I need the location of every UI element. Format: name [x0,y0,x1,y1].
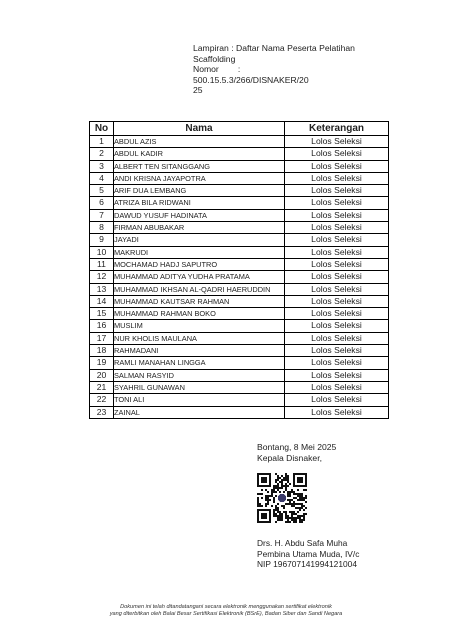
attachment-line: 25 [193,85,203,96]
table-row [90,246,389,258]
row-name: RAMLI MANAHAN LINGGA [114,357,285,369]
row-no: 9 [90,234,114,246]
row-status: Lolos Seleksi [285,148,389,160]
table-row [90,172,389,184]
row-no: 20 [90,369,114,381]
table-row [90,222,389,234]
row-name: MUSLIM [114,320,285,332]
row-no: 16 [90,320,114,332]
row-no: 11 [90,258,114,270]
row-name: MUHAMMAD RAHMAN BOKO [114,308,285,320]
header-status: Keterangan [285,122,389,136]
row-status: Lolos Seleksi [285,406,389,418]
row-no: 13 [90,283,114,295]
table-row [90,148,389,160]
row-name: ATRIZA BILA RIDWANI [114,197,285,209]
row-status: Lolos Seleksi [285,185,389,197]
row-name: MUHAMMAD KAUTSAR RAHMAN [114,295,285,307]
signer-position: Kepala Disnaker, [257,452,322,463]
table-row [90,369,389,381]
row-name: MAKRUDI [114,246,285,258]
table-row [90,332,389,344]
attachment-line: Nomor : [193,64,241,75]
row-no: 23 [90,406,114,418]
table-row [90,406,389,418]
table-body [90,136,389,419]
row-status: Lolos Seleksi [285,258,389,270]
row-status: Lolos Seleksi [285,172,389,184]
row-no: 22 [90,394,114,406]
row-status: Lolos Seleksi [285,320,389,332]
notice-line: Dokumen ini telah ditandatangani secara elektronik menggunakan sertifikat elektronik [120,604,332,610]
row-name: DAWUD YUSUF HADINATA [114,209,285,221]
table-row [90,271,389,283]
row-name: ZAINAL [114,406,285,418]
table-row [90,357,389,369]
row-status: Lolos Seleksi [285,246,389,258]
row-name: FIRMAN ABUBAKAR [114,222,285,234]
table-row [90,345,389,357]
row-name: ARIF DUA LEMBANG [114,185,285,197]
notice-line: yang diterbitkan oleh Balai Besar Sertifikasi Elektronik (BSrE), Badan Siber dan Sandi Negara [109,611,343,618]
row-name: RAHMADANI [114,345,285,357]
table-row [90,295,389,307]
table-row [90,185,389,197]
table-row [90,234,389,246]
row-no: 10 [90,246,114,258]
table-row [90,320,389,332]
table-row [90,209,389,221]
row-no: 12 [90,271,114,283]
row-name: TONI ALI [114,394,285,406]
row-no: 1 [90,136,114,148]
row-status: Lolos Seleksi [285,357,389,369]
row-no: 18 [90,345,114,357]
e-signature-notice [0,604,452,619]
row-no: 7 [90,209,114,221]
row-no: 15 [90,308,114,320]
table-row [90,283,389,295]
row-status: Lolos Seleksi [285,209,389,221]
row-no: 5 [90,185,114,197]
row-status: Lolos Seleksi [285,197,389,209]
table-header-row [90,122,389,136]
table-row [90,160,389,172]
signer-nip: NIP 196707141994121004 [257,559,357,570]
row-no: 6 [90,197,114,209]
row-name: ABDUL KADIR [114,148,285,160]
table-row [90,197,389,209]
row-name: JAYADI [114,234,285,246]
row-name: ALBERT TEN SITANGGANG [114,160,285,172]
table-row [90,394,389,406]
signer-name: Drs. H. Abdu Safa Muha [257,538,348,548]
header-no: No [90,122,114,136]
row-status: Lolos Seleksi [285,394,389,406]
row-status: Lolos Seleksi [285,295,389,307]
row-no: 21 [90,381,114,393]
row-status: Lolos Seleksi [285,369,389,381]
table-row [90,308,389,320]
row-status: Lolos Seleksi [285,234,389,246]
row-status: Lolos Seleksi [285,283,389,295]
row-status: Lolos Seleksi [285,308,389,320]
qr-code-icon [257,473,307,523]
row-no: 2 [90,148,114,160]
row-name: NUR KHOLIS MAULANA [114,332,285,344]
row-name: MOCHAMAD HADJ SAPUTRO [114,258,285,270]
attachment-header [193,43,373,96]
participant-table [89,121,389,419]
row-status: Lolos Seleksi [285,271,389,283]
row-name: ABDUL AZIS [114,136,285,148]
row-status: Lolos Seleksi [285,222,389,234]
row-status: Lolos Seleksi [285,136,389,148]
signature-block [257,442,336,463]
row-status: Lolos Seleksi [285,160,389,172]
row-name: ANDI KRISNA JAYAPOTRA [114,172,285,184]
row-no: 17 [90,332,114,344]
row-name: MUHAMMAD ADITYA YUDHA PRATAMA [114,271,285,283]
row-name: SYAHRIL GUNAWAN [114,381,285,393]
place-date: Bontang, 8 Mei 2025 [257,442,337,452]
attachment-line: 500.15.5.3/266/DISNAKER/20 [193,74,309,85]
table-row [90,136,389,148]
row-no: 19 [90,357,114,369]
header-name: Nama [114,122,285,136]
row-status: Lolos Seleksi [285,345,389,357]
table-row [90,381,389,393]
row-no: 4 [90,172,114,184]
signer-rank: Pembina Utama Muda, IV/c [257,548,360,559]
row-name: MUHAMMAD IKHSAN AL-QADRI HAERUDDIN [114,283,285,295]
attachment-line: Lampiran : Daftar Nama Peserta Pelatihan [193,43,355,53]
row-no: 14 [90,295,114,307]
attachment-line: Scaffolding [193,53,236,64]
signer-details [257,538,359,570]
row-no: 8 [90,222,114,234]
row-status: Lolos Seleksi [285,332,389,344]
row-no: 3 [90,160,114,172]
row-status: Lolos Seleksi [285,381,389,393]
row-name: SALMAN RASYID [114,369,285,381]
table-row [90,258,389,270]
